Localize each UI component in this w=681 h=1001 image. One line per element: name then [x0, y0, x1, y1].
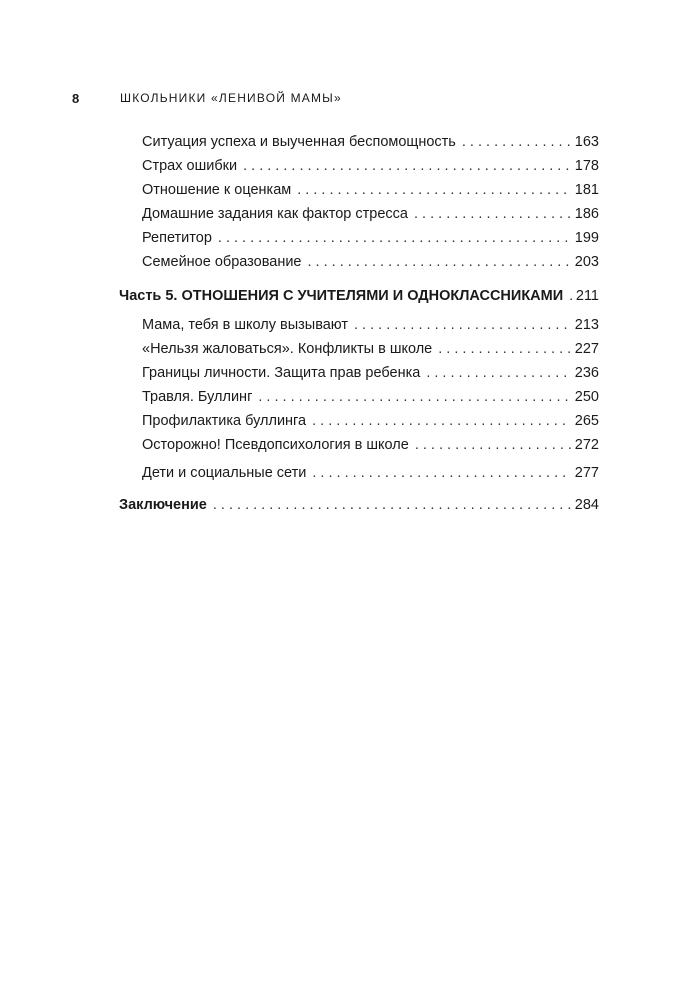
toc-part-heading	[119, 284, 599, 308]
dot-leader	[243, 154, 571, 178]
toc-entry-page: 227	[574, 341, 599, 357]
dot-leader	[415, 433, 571, 457]
dot-leader	[312, 461, 570, 485]
toc-entry-page: 213	[574, 317, 599, 333]
toc-entry-page: 272	[574, 437, 599, 453]
toc-entry	[142, 385, 599, 409]
dot-leader	[426, 361, 570, 385]
dot-leader	[312, 409, 571, 433]
toc-entry-title: Травля. Буллинг	[142, 389, 253, 405]
toc-entry-page: 181	[574, 182, 599, 198]
toc-entry-page: 199	[574, 230, 599, 246]
toc-entry-page: 163	[574, 134, 599, 150]
toc-entry	[142, 202, 599, 226]
toc-entry	[142, 130, 599, 154]
toc-entry-title: Ситуация успеха и выученная беспомощность	[142, 134, 456, 150]
toc-entry-title: Дети и социальные сети	[142, 465, 307, 481]
toc-entry-title: Мама, тебя в школу вызывают	[142, 317, 348, 333]
toc-entry-title: Профилактика буллинга	[142, 413, 307, 429]
toc-entry-page: 277	[574, 465, 599, 481]
toc-entry	[142, 461, 599, 485]
toc-conclusion-title: Заключение	[119, 497, 207, 513]
dot-leader	[414, 202, 571, 226]
toc-conclusion	[119, 493, 599, 517]
dot-leader	[218, 226, 571, 250]
toc-entry	[142, 226, 599, 250]
dot-leader	[438, 337, 571, 361]
toc-entry-page: 178	[574, 158, 599, 174]
toc-entry-title: Отношение к оценкам	[142, 182, 292, 198]
dot-leader	[258, 385, 570, 409]
dot-leader	[308, 250, 571, 274]
toc-part-page: 211	[575, 288, 599, 304]
toc-entry	[142, 337, 599, 361]
toc-entry	[142, 361, 599, 385]
toc-entry-title: Семейное образование	[142, 254, 302, 270]
toc-entry-page: 186	[574, 206, 599, 222]
dot-leader	[462, 130, 571, 154]
dot-leader	[297, 178, 571, 202]
toc-entry	[142, 154, 599, 178]
toc-entry-title: Домашние задания как фактор стресса	[142, 206, 408, 222]
toc-part-title: Часть 5. ОТНОШЕНИЯ С УЧИТЕЛЯМИ И ОДНОКЛАССНИКАМИ	[119, 288, 564, 304]
toc-entry	[142, 433, 599, 457]
toc-entry-page: 265	[574, 413, 599, 429]
toc-entry	[142, 313, 599, 337]
toc-entry-page: 203	[574, 254, 599, 270]
dot-leader	[213, 493, 571, 517]
dot-leader	[354, 313, 571, 337]
toc-entry-page: 250	[574, 389, 599, 405]
toc-entry-page: 236	[574, 365, 599, 381]
running-title: ШКОЛЬНИКИ «ЛЕНИВОЙ МАМЫ»	[120, 91, 342, 105]
toc-entry-title: Осторожно! Псевдопсихология в школе	[142, 437, 409, 453]
toc-entry	[142, 250, 599, 274]
running-head	[72, 88, 342, 108]
page-number: 8	[72, 90, 80, 106]
toc-entry	[142, 178, 599, 202]
toc-entry-title: Границы личности. Защита прав ребенка	[142, 365, 421, 381]
toc-entry-title: «Нельзя жаловаться». Конфликты в школе	[142, 341, 433, 357]
toc-conclusion-page: 284	[574, 497, 599, 513]
toc-entry-title: Страх ошибки	[142, 158, 238, 174]
toc-entry	[142, 409, 599, 433]
toc-entry-title: Репетитор	[142, 230, 212, 246]
dot-leader	[569, 284, 572, 308]
